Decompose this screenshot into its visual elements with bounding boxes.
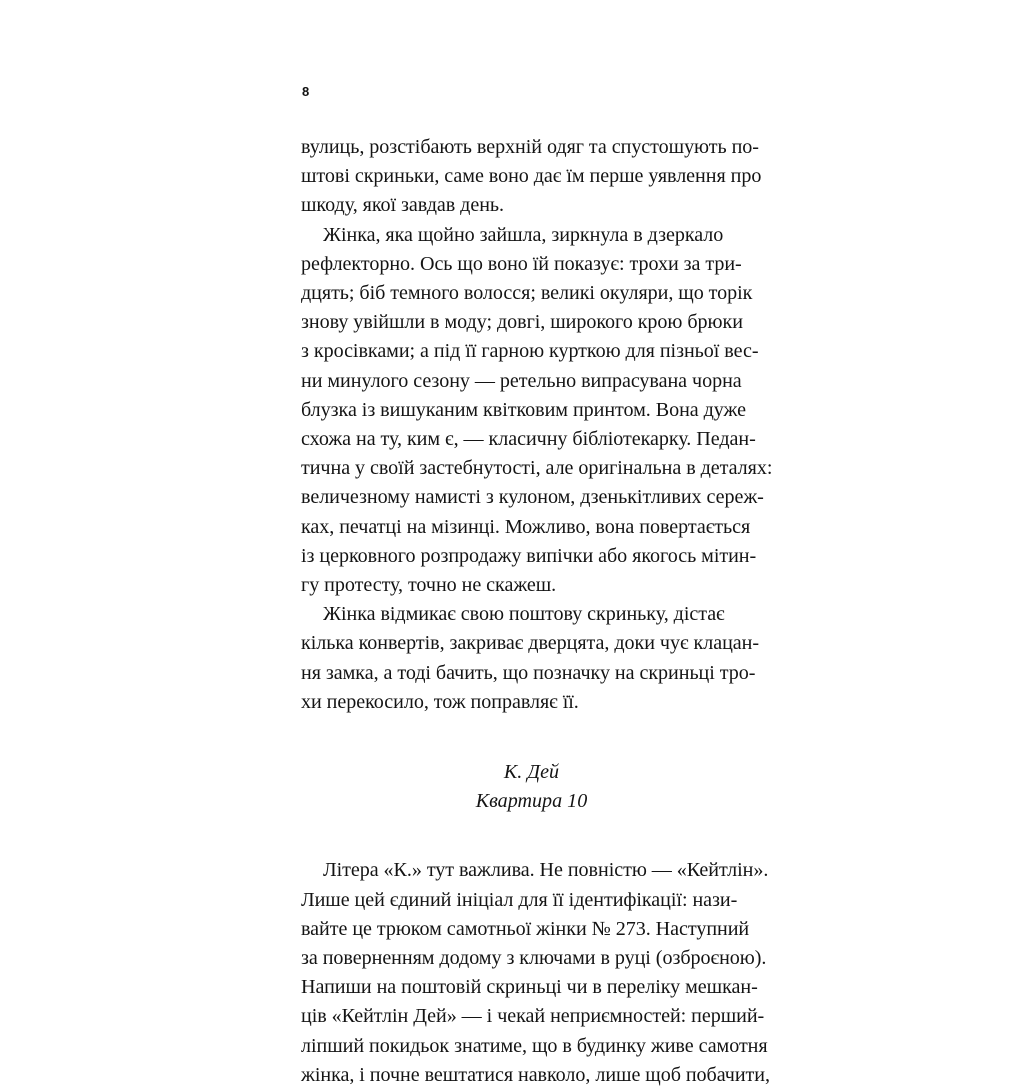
text-line: схожа на ту, ким є, — класичну бібліотекарку. Педан- [301,428,756,451]
text-line: ках, печатці на мізинці. Можливо, вона повертається [301,515,751,538]
body-text-block [301,133,773,1090]
paragraph [301,221,773,601]
attribution-block [301,758,762,816]
text-line: із церковного розпродажу випічки або якогось мітин- [301,544,757,567]
text-line: хи перекосило, тож поправляє її. [301,690,579,713]
paragraph [301,600,762,717]
text-line: жінка, і почне вештатися навколо, лише щоб побачити, [301,1063,770,1086]
attribution-line: Квартира 10 [475,790,588,813]
paragraph [301,133,762,221]
paragraph [301,856,770,1090]
text-line: ня замка, а тоді бачить, що позначку на скриньці тро- [301,661,756,684]
text-line: за поверненням додому з ключами в руці (озброєною). [301,947,767,970]
text-line: гу протесту, точно не скажеш. [301,574,557,597]
text-line: ців «Кейтлін Дей» — і чекай неприємностей: перший- [301,1005,765,1028]
text-line: вайте це трюком самотньої жінки № 273. Наступний [301,917,750,940]
text-line: штові скриньки, саме воно дає їм перше уявлення про [301,165,762,188]
text-line: ліпший покидьок знатиме, що в будинку живе самотня [301,1034,768,1057]
text-line: тична у своїй застебнутості, але оригінальна в деталях: [301,457,773,480]
after-attribution-text [301,856,770,1090]
text-line: величезному намисті з кулоном, дзенькітливих сереж- [301,486,764,509]
text-line: ни минулого сезону — ретельно випрасувана чорна [301,369,742,392]
text-line: кілька конвертів, закриває дверцята, доки чує клацан- [301,632,759,655]
text-line: блузка із вишуканим квітковим принтом. Вона дуже [301,398,746,421]
text-line: дцять; біб темного волосся; великі окуляри, що торік [301,282,753,305]
text-line: Літера «К.» тут важлива. Не повністю — «Кейтлін». [323,859,769,882]
text-column [301,84,773,1090]
text-line: з кросівками; а під її гарною курткою для пізньої вес- [301,340,759,363]
text-line: Напиши на поштовій скриньці чи в переліку мешкан- [301,976,758,999]
text-line: рефлекторно. Ось що воно їй показує: трохи за три- [301,252,742,275]
page-number: 8 [302,84,310,99]
text-line: шкоду, якої завдав день. [301,194,505,217]
text-line: вулиць, розстібають верхній одяг та спустошують по- [301,136,759,158]
text-line: Лише цей єдиний ініціал для її ідентифікації: нази- [301,888,738,911]
text-line: знову увійшли в моду; довгі, широкого крою брюки [301,311,743,334]
text-line: Жінка відмикає свою поштову скриньку, дістає [323,603,725,626]
text-line: Жінка, яка щойно зайшла, зиркнула в дзеркало [323,223,724,246]
attribution-line: К. Дей [503,761,560,784]
